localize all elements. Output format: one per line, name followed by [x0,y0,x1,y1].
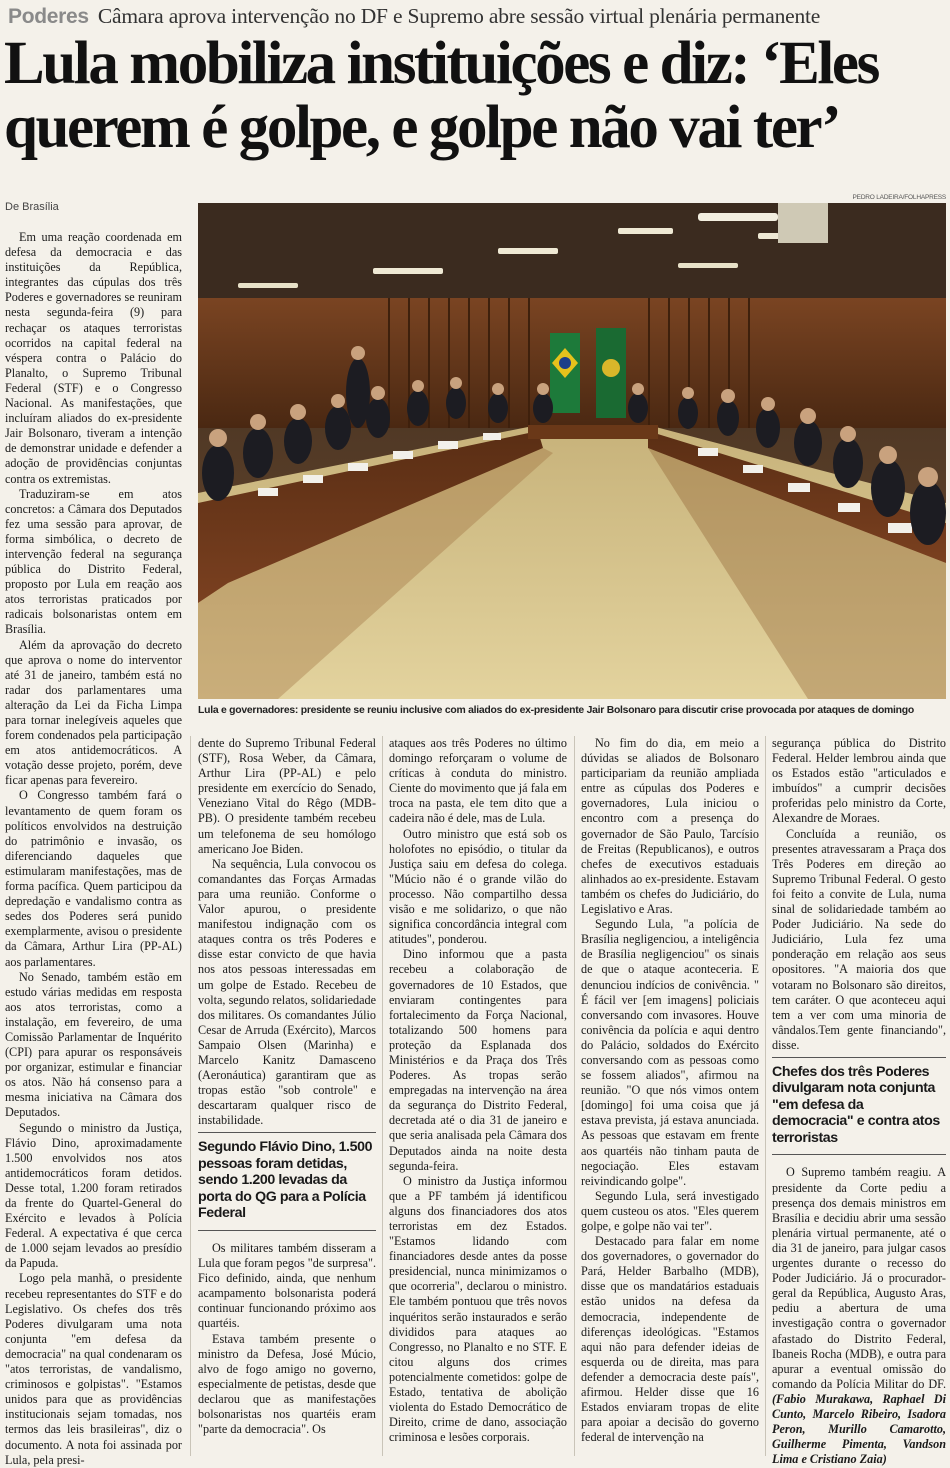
paragraph: No Senado, também estão em estudo várias medidas em resposta aos atos terroristas, como a instalação, em fevereiro, de uma Comissão Parlamentar de Inquérito (CPI) para apurar os responsáveis por organizar, estimular e financiar os atos. Não há consenso para a mesma iniciativa na Câmara dos Deputados. [5,969,182,1120]
paragraph: Em uma reação coordenada em defesa da democracia e das instituições da República, integrantes das cúpulas dos três Poderes e governadores se reuniram nesta segunda-feira (9) para rechaçar os ataques terroristas ocorridos na capital federal na véspera contra o Palácio do Planalto, o Supremo Tribunal Federal (STF) e o Congresso Nacional. As manifestações, que incluíram aliados do ex-presidente Jair Bolsonaro, tiveram a intenção de demonstrar unidade e defender a adoção de providências conjuntas contra os extremistas. [5,230,182,486]
paragraph: Segundo Lula, "a polícia de Brasília negligenciou, a inteligência de Brasília negligenciou" os sinais de que o ataque aconteceria. E denunciou indícios de conivência. " É fácil ver [em imagens] policiais conversando com invasores. Houve conivência da polícia e aqui dentro do Palácio, soldados do Exército conversando com as pessoas como se fossem aliados", afirmou na reunião. "O que nós vimos ontem [domingo] foi uma coisa que já estava prevista, já estava anunciada. As pessoas que estavam em frente aos quartéis não tinham pauta de negociação. Eles estavam reivindicando golpe". [581,917,759,1188]
pull-quote: Chefes dos três Poderes divulgaram nota conjunta "em defesa da democracia" e contra atos terroristas [772,1057,946,1156]
deck: Câmara aprova intervenção no DF e Supremo abre sessão virtual plenária permanente [97,4,821,28]
paragraph: O Congresso também fará o levantamento de quem foram os políticos envolvidos na destruição do patrimônio e invasão, os diferenciando daqueles que estimularam manifestações, mas de forma pacífica. Quem participou da depredação e vandalismo contra as sedes dos Poderes será punido exemplarmente, avisou o presidente da Câmara, Arthur Lira (PP-AL) aos parlamentares. [5,788,182,969]
photo-credit: PEDRO LADEIRA/FOLHAPRESS [852,194,946,201]
column-divider [765,736,766,1456]
column-5 [772,736,946,1467]
column-2 [198,736,376,1456]
photo-caption: Lula e governadores: presidente se reuniu inclusive com aliados do ex-presidente Jair Bolsonaro para discutir crise provocada por ataques de domingo [198,705,914,716]
reporters-credit: (Fabio Murakawa, Raphael Di Cunto, Marcelo Ribeiro, Isadora Peron, Murillo Camarotto, Guilherme Pimenta, Vandson Lima e Cristiano Zaia) [772,1391,946,1467]
column-divider [574,736,575,1456]
paragraph: Destacado para falar em nome dos governadores, o governador do Pará, Helder Barbalho (MDB), disse que os mandatários estaduais estão unidos na defesa da democracia, independente de diferenças ideológicas. "Estamos aqui não para defender ideias de esquerda ou de direita, mas para defender a democracia deste país", afirmou. Helder disse que 16 Estados enviaram tropas de elite para apoiar a decisão do governo federal de intervenção na [581,1234,759,1445]
paragraph: Concluída a reunião, os presentes atravessaram a Praça dos Três Poderes em direção ao Supremo Tribunal Federal. O gesto foi feito a convite de Lula, numa sinal de solidariedade também ao Poder Judiciário. Na sede do Judiciário, Lula fez uma ponderação em relação aos seus opositores. "A maioria dos que votaram no Bolsonaro são direitos, tem caráter. O que aconteceu aqui tem a ver com uma minoria de vândalos.Tem gente financiando", disse. [772,826,946,1052]
paragraph: Outro ministro que está sob os holofotes no episódio, o titular da Justiça saiu em defesa do colega. "Múcio não é o grande vilão do processo. Não compartilho dessa visão e me solidarizo, o que não significa concordância integral com atitudes", ponderou. [389,826,567,947]
paragraph: Os militares também disseram a Lula que foram pegos "de surpresa". Fico definido, ainda, que nenhum acampamento bolsonarista poderá continuar funcionando próximo aos quartéis. [198,1240,376,1331]
paragraph: Estava também presente o ministro da Defesa, José Múcio, alvo de fogo amigo no governo, especialmente de petistas, desde que declarou que as manifestações bolsonaristas nos quartéis eram "parte da democracia". Os [198,1331,376,1437]
paragraph [772,1165,946,1467]
paragraph: segurança pública do Distrito Federal. Helder lembrou ainda que os Estados estão "articulados e imbuídos" a cumprir decisões proferidas pelo ministro da Corte, Alexandre de Moraes. [772,736,946,826]
dateline: De Brasília [5,201,59,213]
paragraph: ataques aos três Poderes no último domingo reforçaram o volume de críticas à conduta do ministro. Ciente do movimento que já fala em troca na pasta, ele tem dito que a cadeira não é dele, mas de Lula. [389,736,567,826]
paragraph: Segundo Lula, será investigado quem custeou os atos. "Eles querem golpe, e golpe não vai ter". [581,1188,759,1233]
pull-quote: Segundo Flávio Dino, 1.500 pessoas foram detidas, sendo 1.200 levadas da porta do QG para a Polícia Federal [198,1132,376,1231]
headline: Lula mobiliza instituições e diz: ‘Eles querem é golpe, e golpe não vai ter’ [4,30,878,161]
column-3 [389,736,567,1456]
paragraph: Além da aprovação do decreto que aprova o nome do interventor até 31 de janeiro, também está no radar dos parlamentares uma alteração da Lei da Ficha Limpa para tornar inelegíveis aqueles que forem condenados pela participação em atos antidemocráticos. A votação desse projeto, porém, deve ficar apenas para fevereiro. [5,637,182,788]
paragraph: No fim do dia, em meio a dúvidas se aliados de Bolsonaro participariam da reunião ampliada entre as cúpulas dos Poderes e governadores, Lula iniciou o encontro com a presença do governador de São Paulo, Tarcísio de Freitas (Republicanos), e outros chefes de executivos estaduais alinhados ao ex-presidente. Estavam também os chefes do Judiciário, do Legislativo e Aras. [581,736,760,917]
paragraph: Segundo o ministro da Justiça, Flávio Dino, aproximadamente 1.500 envolvidos nos atos antidemocráticos foram detidos. Desse total, 1.200 foram retirados da frente do Quartel-General do Exército e levados à Polícia Federal. A expectativa é que cerca de 1.000 sejam levados ao presídio da Papuda. [5,1120,182,1271]
paragraph: Traduziram-se em atos concretos: a Câmara dos Deputados fez uma sessão para aprovar, de forma simbólica, o decreto de intervenção federal na segurança pública do Distrito Federal, proposto por Lula em reação aos atos terroristas praticados por radicais bolsonaristas ontem em Brasília. [5,486,182,637]
meeting-photo [198,203,946,699]
section-label: Poderes [8,5,89,28]
column-1 [5,230,182,1467]
paragraph-text: O Supremo também reagiu. A presidente da Corte pediu a presença dos demais ministros em Brasília e decidiu abrir uma sessão plenária virtual permanente, até o dia 31 de janeiro, para julgar casos urgentes durante o recesso do Poder Judiciário. Já o procurador-geral da República, Augusto Aras, pediu a abertura de uma investigação contra o governador afastado do Distrito Federal, Ibaneis Rocha (MDB), e outra para apurar a eventual omissão do comando da Polícia Militar do DF. [772,1165,946,1391]
meeting-illustration [198,203,946,699]
paragraph: dente do Supremo Tribunal Federal (STF), Rosa Weber, da Câmara, Arthur Lira (PP-AL) e pelo presidente em exercício do Senado, Veneziano Vital do Rêgo (MDB-PB). O presidente também recebeu um telefonema de seu homólogo americano Joe Biden. [198,736,376,856]
paragraph: O ministro da Justiça informou que a PF também já identificou alguns dos financiadores dos atos terroristas em dez Estados. "Estamos lidando com financiadores desde antes da posse presidencial, nunca minimizamos o que ocorreria", declarou o ministro. Ele também pontuou que três novos inquéritos serão instaurados e serão divididos para ataques ao Congresso, no Planalto e no STF. E citou alguns dos crimes potencialmente cometidos: golpe de Estado, tentativa de abolição violenta do Estado Democrático de Direito, crime de dano, associação criminosa e lesões corporais. [389,1173,567,1445]
column-4 [581,736,759,1456]
paragraph: Logo pela manhã, o presidente recebeu representantes do STF e do Legislativo. Os chefes dos três Poderes divulgaram uma nota conjunta "em defesa da democracia" na qual condenaram os "atos terroristas, de vandalismo, criminosos e golpistas". "Estamos unidos para que as providências institucionais sejam tomadas, nos termos das leis brasileiras", diz o documento. A nota foi assinada por Lula, pela presi- [5,1271,182,1467]
column-divider [382,736,383,1456]
paragraph: Na sequência, Lula convocou os comandantes das Forças Armadas para uma reunião. Conforme o Valor apurou, o presidente manifestou indignação com os ataques contra os três Poderes e disse estar convicto de que havia nos atos pessoas interessadas em um golpe de Estado. Recebeu de volta, segundo relatos, solidariedade dos militares. Os comandantes Júlio Cesar de Arruda (Exército), Marcos Sampaio Olsen (Marinha) e Marcelo Kanitz Damasceno (Aeronáutica) garantiram que as tropas estão "sob controle" e descartaram qualquer risco de instabilidade. [198,856,376,1128]
column-divider [190,736,191,1456]
kicker [8,4,942,32]
paragraph: Dino informou que a pasta recebeu a colaboração de governadores de 10 Estados, que enviaram contingentes para fortalecimento da Força Nacional, totalizando 500 homens para proteção da Esplanada dos Ministérios e da Praça dos Três Poderes. As tropas serão empregadas na intervenção na área da segurança do Distrito Federal, decretada até o dia 31 de janeiro e que seria analisada pela Câmara dos Deputados ainda na noite desta segunda-feira. [389,947,567,1173]
